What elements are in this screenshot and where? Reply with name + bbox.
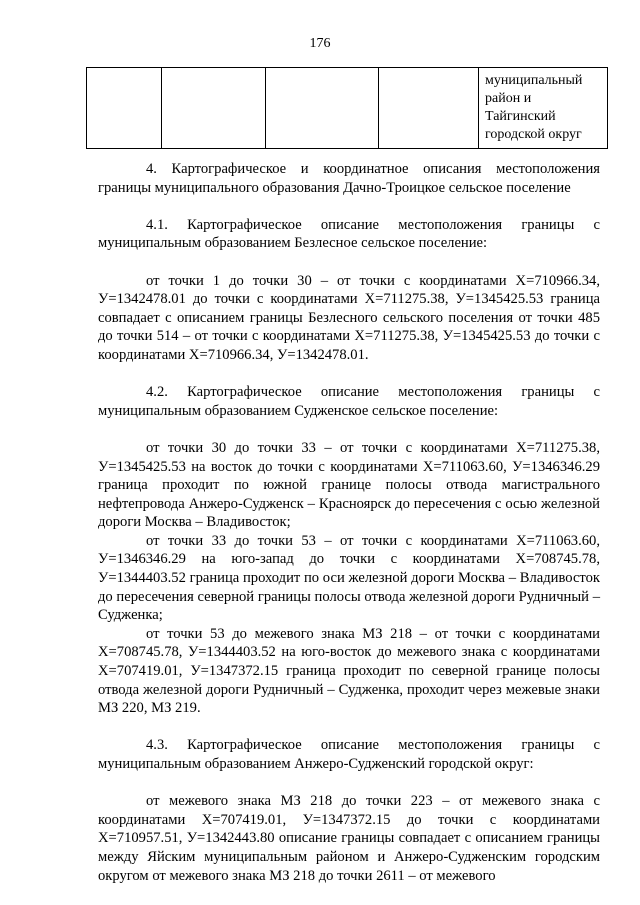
subsection-heading: 4.3. Картографическое описание местоположения границы с муниципальным образованием Анжеро-Судженский городской округ:: [98, 737, 600, 772]
table-cell: [162, 68, 266, 149]
document-body: [98, 160, 600, 885]
subsection-heading: 4.2. Картографическое описание местоположения границы с муниципальным образованием Судженское сельское поселение:: [98, 384, 600, 419]
subsection-heading: 4.1. Картографическое описание местоположения границы с муниципальным образованием Безлесное сельское поселение:: [98, 216, 600, 252]
section-heading: 4. Картографическое и координатное описания местоположения границы муниципального образования Дачно-Троицкое сельское поселение: [98, 161, 600, 196]
page-number: 176: [309, 36, 331, 51]
continuation-table: [86, 67, 608, 149]
paragraph: от межевого знака МЗ 218 до точки 223 – от межевого знака с координатами Х=707419.01, У=1347372.15 до точки с координатами Х=710957.51, У=1342443.80 описание границы совпадает с описанием границы между Яйским муниципальным районом и Анжеро-Судженским городским округом от межевого знака МЗ 218 до точки 2611 – от межевого: [98, 793, 600, 884]
paragraph: от точки 53 до межевого знака МЗ 218 – от точки с координатами Х=708745.78, У=1344403.52 на юго-восток до межевого знака с координатами Х=707419.01, У=1347372.15 граница проходит по северной границе полосы отвода железной дороги Рудничный – Судженка, проходит через межевые знаки МЗ 220, МЗ 219.: [98, 625, 600, 717]
table-row: [87, 68, 608, 149]
paragraph: от точки 33 до точки 53 – от точки с координатами Х=711063.60, У=1346346.29 на юго-запад до точки с координатами Х=708745.78, У=1344403.52 граница проходит по оси железной дороги Москва – Владивосток до пересечения северной границы полосы отвода железной дороги Рудничный – Судженка;: [98, 532, 600, 624]
paragraph: от точки 1 до точки 30 – от точки с координатами Х=710966.34, У=1342478.01 до точки с координатами Х=711275.38, У=1345425.53 граница совпадает с описанием границы Безлесного сельского поселения от точки 485 до точки 514 – от точки с координатами Х=711275.38, У=1345425.53 до точки с координатами Х=710966.34, У=1342478.01.: [98, 272, 600, 363]
table-cell: [266, 68, 379, 149]
table-cell: [87, 68, 162, 149]
table-cell: [379, 68, 479, 149]
table-cell: муниципальный район и Тайгинский городской округ: [479, 68, 608, 149]
paragraph: от точки 30 до точки 33 – от точки с координатами Х=711275.38, У=1345425.53 на восток до точки с координатами Х=711063.60, У=1346346.29 граница проходит по южной границе полосы отвода магистрального нефтепровода Анжеро-Судженск – Красноярск до пересечения с осью железной дороги Москва – Владивосток;: [98, 439, 600, 531]
